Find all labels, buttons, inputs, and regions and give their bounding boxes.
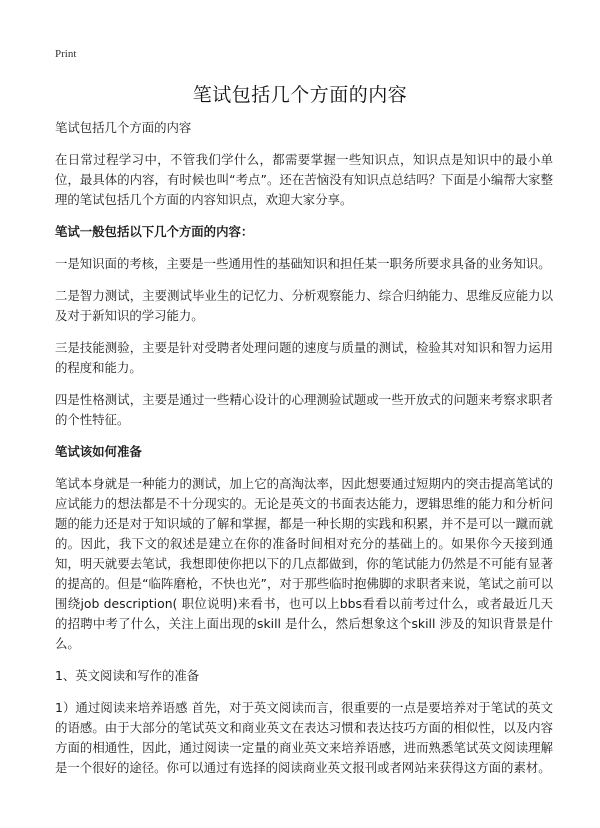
document-body (55, 118, 553, 790)
content-item-personality: 四是性格测试，主要是通过一些精心设计的心理测验试题或一些开放式的问题来考察求职者的个性特征。 (55, 392, 553, 427)
document-title: 笔试包括几个方面的内容 (192, 84, 408, 106)
english-reading-paragraph: 1）通过阅读来培养语感 首先，对于英文阅读而言，很重要的一点是要培养对于笔试的英文的语感。由于大部分的笔试英文和商业英文在表达习惯和表达技巧方面的相似性，以及内容方面的相通性，因此，通过阅读一定量的商业英文来培养语感，进而熟悉笔试英文阅读理解是一个很好的途径。你可以通过有选择的阅读商业英文报刊或者网站来获得这方面的素材。 (55, 700, 553, 775)
content-item-intelligence: 二是智力测试，主要测试毕业生的记忆力、分析观察能力、综合归纳能力、思维反应能力以及对于新知识的学习能力。 (55, 288, 553, 323)
subsection-heading-english: 1、英文阅读和写作的准备 (55, 668, 200, 683)
preparation-paragraph: 笔试本身就是一种能力的测试，加上它的高淘汰率，因此想要通过短期内的突击提高笔试的应试能力的想法都是不十分现实的。无论是英文的书面表达能力，逻辑思维的能力和分析问题的能力还是对于知识域的了解和掌握，都是一种长期的实践和积累，并不是可以一蹴而就的。因此，我下文的叙述是建立在你的准备时间相对充分的基础上的。如果你今天接到通知，明天就要去笔试，我想即使你把以下的几点都做到，你的笔试能力仍然是不可能有显著的提高的。但是“临阵磨枪，不快也光”，对于那些临时抱佛脚的求职者来说，笔试之前可以围绕job description( 职位说明)来看书，也可以上bbs看看以前考过什么，或者最近几天的招聘中考了什么，关注上面出现的skill 是什么，然后想象这个skill 涉及的知识背景是什么。 (55, 476, 553, 651)
section-heading-content: 笔试一般包括以下几个方面的内容： (55, 224, 254, 239)
print-label: Print (55, 48, 77, 60)
content-item-knowledge: 一是知识面的考核，主要是一些通用性的基础知识和担任某一职务所要求具备的业务知识。 (55, 256, 551, 271)
content-item-skills: 三是技能测验，主要是针对受聘者处理问题的速度与质量的测试，检验其对知识和智力运用的程度和能力。 (55, 340, 553, 375)
section-heading-preparation: 笔试该如何准备 (55, 444, 142, 459)
intro-paragraph: 在日常过程学习中，不管我们学什么，都需要掌握一些知识点，知识点是知识中的最小单位，最具体的内容，有时候也叫“考点”。还在苦恼没有知识点总结吗？下面是小编帮大家整理的笔试包括几个方面的内容知识点，欢迎大家分享。 (55, 152, 553, 207)
document-subtitle: 笔试包括几个方面的内容 (55, 120, 192, 135)
